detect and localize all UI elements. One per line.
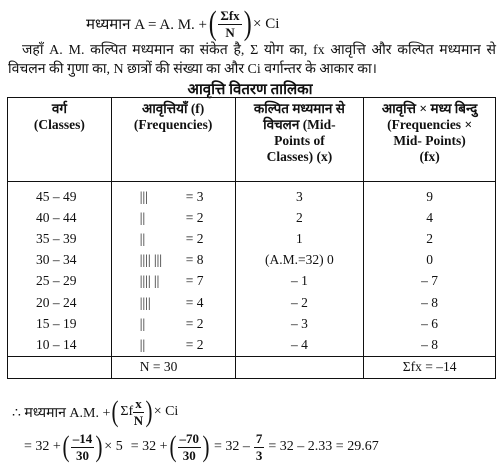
fraction-1-numerator: –14 [72, 431, 93, 446]
therefore-denominator: N [133, 412, 144, 428]
header-deviation-line3: Points of [274, 133, 325, 148]
tally-marks: || [139, 209, 146, 225]
therefore-formula [12, 397, 178, 427]
fraction-1-denominator: 30 [76, 447, 90, 463]
table-row [8, 228, 496, 249]
fx-cell: 9 [364, 182, 496, 208]
therefore-lhs: ∴ मध्यमान A.M. + [12, 405, 111, 421]
close-paren: ) [145, 395, 153, 429]
frequency-cell [111, 271, 235, 292]
table-row [8, 292, 496, 313]
close-paren: ) [243, 5, 252, 42]
open-paren: ( [111, 395, 119, 429]
total-empty-cell [8, 356, 112, 378]
table-row [8, 250, 496, 271]
close-paren: ) [95, 430, 103, 464]
final-calculation [24, 432, 379, 462]
frequency-cell [111, 182, 235, 208]
fraction-3-denominator: 3 [255, 447, 263, 463]
deviation-cell: 2 [235, 207, 364, 228]
table-row [8, 182, 496, 208]
table-row [8, 334, 496, 356]
header-classes-english: (Classes) [33, 117, 85, 132]
mean-formula [86, 4, 279, 44]
therefore-fraction [133, 397, 144, 427]
fx-cell: – 8 [364, 334, 496, 356]
class-cell: 10 – 14 [8, 334, 112, 356]
header-classes-hindi: वर्ग [51, 101, 67, 116]
close-paren: ) [202, 430, 210, 464]
sigma-f: Σf [120, 404, 134, 420]
frequency-cell [111, 207, 235, 228]
header-fx-line3: Mid- Points) [393, 133, 466, 148]
table-header-row [8, 98, 496, 182]
calc-part-b: × 5 [104, 439, 123, 455]
frequency-cell [111, 334, 235, 356]
frequency-value: = 2 [185, 315, 204, 331]
open-paren: ( [169, 430, 176, 464]
therefore-rhs: × Ci [153, 404, 179, 420]
calc-part-d: = 32 – [214, 439, 250, 455]
deviation-cell: (A.M.=32) 0 [235, 250, 364, 271]
frequency-value: = 2 [185, 336, 204, 352]
frequency-value: = 2 [185, 209, 204, 225]
tally-marks: |||| ||| [139, 252, 163, 268]
frequency-cell [111, 250, 235, 271]
therefore-numerator: x [135, 396, 142, 411]
class-cell: 15 – 19 [8, 313, 112, 334]
frequency-cell [111, 292, 235, 313]
header-deviation [235, 98, 364, 182]
formula-rhs: × Ci [253, 15, 280, 32]
class-cell: 40 – 44 [8, 207, 112, 228]
formula-denominator: N [225, 24, 235, 40]
frequency-table [7, 97, 496, 379]
header-fx-line4: (fx) [419, 149, 440, 164]
table-row [8, 313, 496, 334]
frequency-cell [111, 313, 235, 334]
class-cell: 25 – 29 [8, 271, 112, 292]
fx-cell: 0 [364, 250, 496, 271]
header-frequencies-english: (Frequencies) [133, 117, 213, 132]
deviation-cell: – 1 [235, 271, 364, 292]
header-classes [8, 98, 112, 182]
table-title: आवृत्ति वितरण तालिका [187, 82, 313, 98]
frequency-value: = 4 [185, 294, 204, 310]
open-paren: ( [208, 5, 217, 42]
header-fx-line2: (Frequencies × [387, 117, 473, 132]
fraction-2-numerator: –70 [179, 431, 199, 446]
fraction-2-denominator: 30 [182, 447, 196, 463]
fx-cell: – 7 [364, 271, 496, 292]
class-cell: 45 – 49 [8, 182, 112, 208]
tally-marks: || [139, 315, 146, 331]
calc-part-a: = 32 + [24, 439, 61, 455]
deviation-cell: – 3 [235, 313, 364, 334]
deviation-cell: – 4 [235, 334, 364, 356]
calc-fraction-1 [71, 432, 95, 462]
fx-cell: – 6 [364, 313, 496, 334]
tally-marks: |||| || [139, 273, 160, 289]
frequency-cell [111, 228, 235, 249]
fx-cell: 2 [364, 228, 496, 249]
deviation-cell: 3 [235, 182, 364, 208]
tally-marks: || [139, 336, 146, 352]
tally-marks: ||| [139, 188, 148, 204]
fx-cell: – 8 [364, 292, 496, 313]
totals-row [8, 356, 496, 378]
frequency-value: = 7 [185, 273, 204, 289]
tally-marks: || [139, 230, 146, 246]
table-row [8, 207, 496, 228]
deviation-cell: – 2 [235, 292, 364, 313]
formula-lhs: मध्यमान A = A. M. + [86, 17, 208, 33]
explanation-paragraph: जहाँ A. M. कल्पित मध्यमान का संकेत है, Σ योग का, fx आवृत्ति और कल्पित मध्यमान से विचलन की गुणा का, N छात्रों की संख्या का और Ci वर्गान्तर के आकार का। [8, 43, 496, 77]
frequency-value: = 3 [185, 188, 204, 204]
class-cell: 20 – 24 [8, 292, 112, 313]
formula-fraction [218, 9, 241, 39]
open-paren: ( [62, 430, 70, 464]
total-n-cell: N = 30 [111, 356, 235, 378]
tally-marks: |||| [139, 294, 151, 310]
calc-fraction-3 [254, 432, 265, 462]
header-deviation-line2: विचलन (Mid- [263, 117, 336, 132]
class-cell: 35 – 39 [8, 228, 112, 249]
header-frequencies-hindi: आवृत्तियाँ (f) [141, 101, 205, 116]
class-cell: 30 – 34 [8, 250, 112, 271]
frequency-value: = 2 [185, 230, 204, 246]
fraction-3-numerator: 7 [255, 431, 263, 446]
header-deviation-line4: Classes) (x) [266, 149, 333, 164]
fx-cell: 4 [364, 207, 496, 228]
calc-part-c: = 32 + [130, 439, 168, 455]
formula-numerator: Σfx [220, 7, 240, 23]
table-row [8, 271, 496, 292]
deviation-cell: 1 [235, 228, 364, 249]
frequency-value: = 8 [185, 252, 204, 268]
calc-fraction-2 [178, 432, 202, 462]
header-fx-line1: आवृत्ति × मध्य बिन्दु [381, 101, 478, 116]
total-fx-cell: Σfx = –14 [364, 356, 496, 378]
header-frequencies [111, 98, 235, 182]
header-fx [364, 98, 496, 182]
header-deviation-line1: कल्पित मध्यमान से [253, 101, 345, 116]
total-empty-cell [235, 356, 364, 378]
calc-result: = 32 – 2.33 = 29.67 [268, 439, 379, 455]
